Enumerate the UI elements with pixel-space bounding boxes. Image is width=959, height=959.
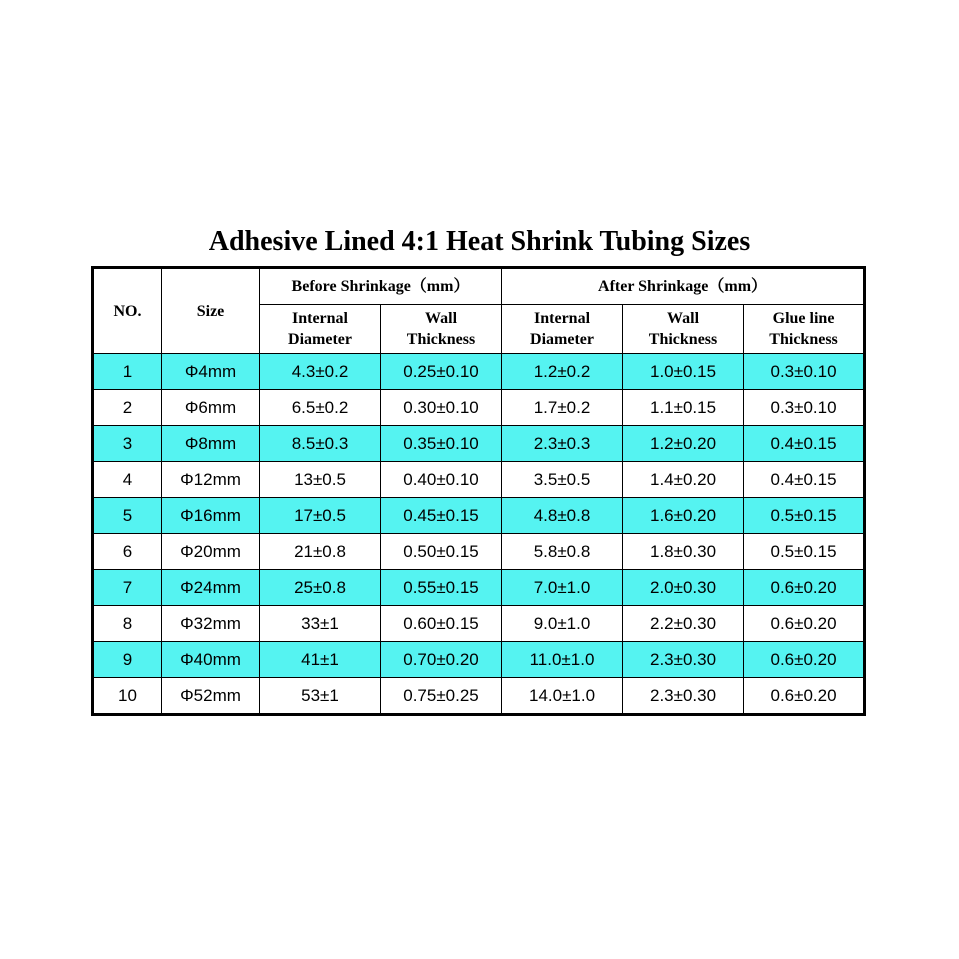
- cell-before-internal-diameter: 6.5±0.2: [260, 390, 381, 426]
- cell-size: Φ8mm: [162, 426, 260, 462]
- header-line: Internal: [292, 310, 348, 327]
- cell-after-internal-diameter: 5.8±0.8: [502, 534, 623, 570]
- tubing-sizes-table: [91, 266, 866, 716]
- header-row-groups: [93, 268, 865, 305]
- table-row: [93, 642, 865, 678]
- cell-glue-line-thickness: 0.3±0.10: [744, 354, 865, 390]
- cell-before-internal-diameter: 17±0.5: [260, 498, 381, 534]
- cell-after-wall-thickness: 2.0±0.30: [623, 570, 744, 606]
- cell-glue-line-thickness: 0.3±0.10: [744, 390, 865, 426]
- table-row: [93, 606, 865, 642]
- header-line: Glue line: [772, 310, 835, 327]
- cell-after-internal-diameter: 9.0±1.0: [502, 606, 623, 642]
- cell-after-wall-thickness: 2.3±0.30: [623, 642, 744, 678]
- cell-after-wall-thickness: 1.1±0.15: [623, 390, 744, 426]
- cell-glue-line-thickness: 0.5±0.15: [744, 534, 865, 570]
- cell-before-internal-diameter: 21±0.8: [260, 534, 381, 570]
- cell-no: 6: [93, 534, 162, 570]
- header-line: Diameter: [530, 331, 594, 348]
- table-row: [93, 390, 865, 426]
- cell-before-wall-thickness: 0.55±0.15: [381, 570, 502, 606]
- cell-after-internal-diameter: 1.2±0.2: [502, 354, 623, 390]
- cell-before-wall-thickness: 0.60±0.15: [381, 606, 502, 642]
- cell-glue-line-thickness: 0.4±0.15: [744, 426, 865, 462]
- table-row: [93, 570, 865, 606]
- cell-glue-line-thickness: 0.6±0.20: [744, 678, 865, 715]
- cell-before-wall-thickness: 0.50±0.15: [381, 534, 502, 570]
- cell-size: Φ20mm: [162, 534, 260, 570]
- cell-before-wall-thickness: 0.70±0.20: [381, 642, 502, 678]
- cell-no: 8: [93, 606, 162, 642]
- cell-before-internal-diameter: 13±0.5: [260, 462, 381, 498]
- table-row: [93, 534, 865, 570]
- cell-no: 10: [93, 678, 162, 715]
- header-before-wall-thickness: [381, 305, 502, 354]
- cell-after-internal-diameter: 14.0±1.0: [502, 678, 623, 715]
- cell-size: Φ32mm: [162, 606, 260, 642]
- cell-size: Φ6mm: [162, 390, 260, 426]
- cell-after-wall-thickness: 1.6±0.20: [623, 498, 744, 534]
- cell-no: 7: [93, 570, 162, 606]
- header-size: Size: [162, 268, 260, 354]
- cell-glue-line-thickness: 0.5±0.15: [744, 498, 865, 534]
- cell-before-internal-diameter: 4.3±0.2: [260, 354, 381, 390]
- cell-after-internal-diameter: 4.8±0.8: [502, 498, 623, 534]
- header-after-wall-thickness: [623, 305, 744, 354]
- cell-size: Φ12mm: [162, 462, 260, 498]
- cell-before-wall-thickness: 0.35±0.10: [381, 426, 502, 462]
- cell-size: Φ4mm: [162, 354, 260, 390]
- table-row: [93, 426, 865, 462]
- page-title: Adhesive Lined 4:1 Heat Shrink Tubing Sizes: [208, 226, 751, 257]
- cell-before-wall-thickness: 0.75±0.25: [381, 678, 502, 715]
- header-line: Wall: [425, 310, 458, 327]
- cell-size: Φ52mm: [162, 678, 260, 715]
- header-no: NO.: [93, 268, 162, 354]
- cell-before-internal-diameter: 41±1: [260, 642, 381, 678]
- table-row: [93, 498, 865, 534]
- cell-after-wall-thickness: 2.2±0.30: [623, 606, 744, 642]
- header-glue-line-thickness: [744, 305, 865, 354]
- cell-glue-line-thickness: 0.6±0.20: [744, 642, 865, 678]
- cell-after-internal-diameter: 2.3±0.3: [502, 426, 623, 462]
- cell-no: 2: [93, 390, 162, 426]
- cell-before-wall-thickness: 0.30±0.10: [381, 390, 502, 426]
- cell-no: 3: [93, 426, 162, 462]
- table-row: [93, 462, 865, 498]
- cell-size: Φ24mm: [162, 570, 260, 606]
- header-line: Wall: [667, 310, 700, 327]
- header-line: Diameter: [288, 331, 352, 348]
- table-header: [93, 268, 865, 354]
- cell-before-wall-thickness: 0.25±0.10: [381, 354, 502, 390]
- header-line: Internal: [534, 310, 591, 327]
- header-after-shrinkage: After Shrinkage（mm）: [502, 268, 865, 305]
- cell-no: 1: [93, 354, 162, 390]
- table-row: [93, 678, 865, 715]
- cell-after-wall-thickness: 2.3±0.30: [623, 678, 744, 715]
- cell-size: Φ16mm: [162, 498, 260, 534]
- cell-after-wall-thickness: 1.2±0.20: [623, 426, 744, 462]
- header-line: Thickness: [769, 331, 838, 348]
- header-before-shrinkage: Before Shrinkage（mm）: [260, 268, 502, 305]
- header-line: Thickness: [648, 331, 718, 348]
- cell-after-internal-diameter: 11.0±1.0: [502, 642, 623, 678]
- cell-glue-line-thickness: 0.4±0.15: [744, 462, 865, 498]
- cell-before-internal-diameter: 25±0.8: [260, 570, 381, 606]
- table-row: [93, 354, 865, 390]
- cell-after-internal-diameter: 3.5±0.5: [502, 462, 623, 498]
- cell-no: 5: [93, 498, 162, 534]
- cell-after-wall-thickness: 1.4±0.20: [623, 462, 744, 498]
- header-after-internal-diameter: [502, 305, 623, 354]
- cell-glue-line-thickness: 0.6±0.20: [744, 570, 865, 606]
- cell-after-wall-thickness: 1.8±0.30: [623, 534, 744, 570]
- cell-no: 9: [93, 642, 162, 678]
- cell-before-internal-diameter: 53±1: [260, 678, 381, 715]
- cell-after-wall-thickness: 1.0±0.15: [623, 354, 744, 390]
- header-before-internal-diameter: [260, 305, 381, 354]
- cell-before-wall-thickness: 0.45±0.15: [381, 498, 502, 534]
- cell-glue-line-thickness: 0.6±0.20: [744, 606, 865, 642]
- cell-before-internal-diameter: 8.5±0.3: [260, 426, 381, 462]
- cell-no: 4: [93, 462, 162, 498]
- cell-before-internal-diameter: 33±1: [260, 606, 381, 642]
- cell-size: Φ40mm: [162, 642, 260, 678]
- cell-before-wall-thickness: 0.40±0.10: [381, 462, 502, 498]
- table-body: [93, 354, 865, 715]
- cell-after-internal-diameter: 1.7±0.2: [502, 390, 623, 426]
- cell-after-internal-diameter: 7.0±1.0: [502, 570, 623, 606]
- header-line: Thickness: [406, 331, 476, 348]
